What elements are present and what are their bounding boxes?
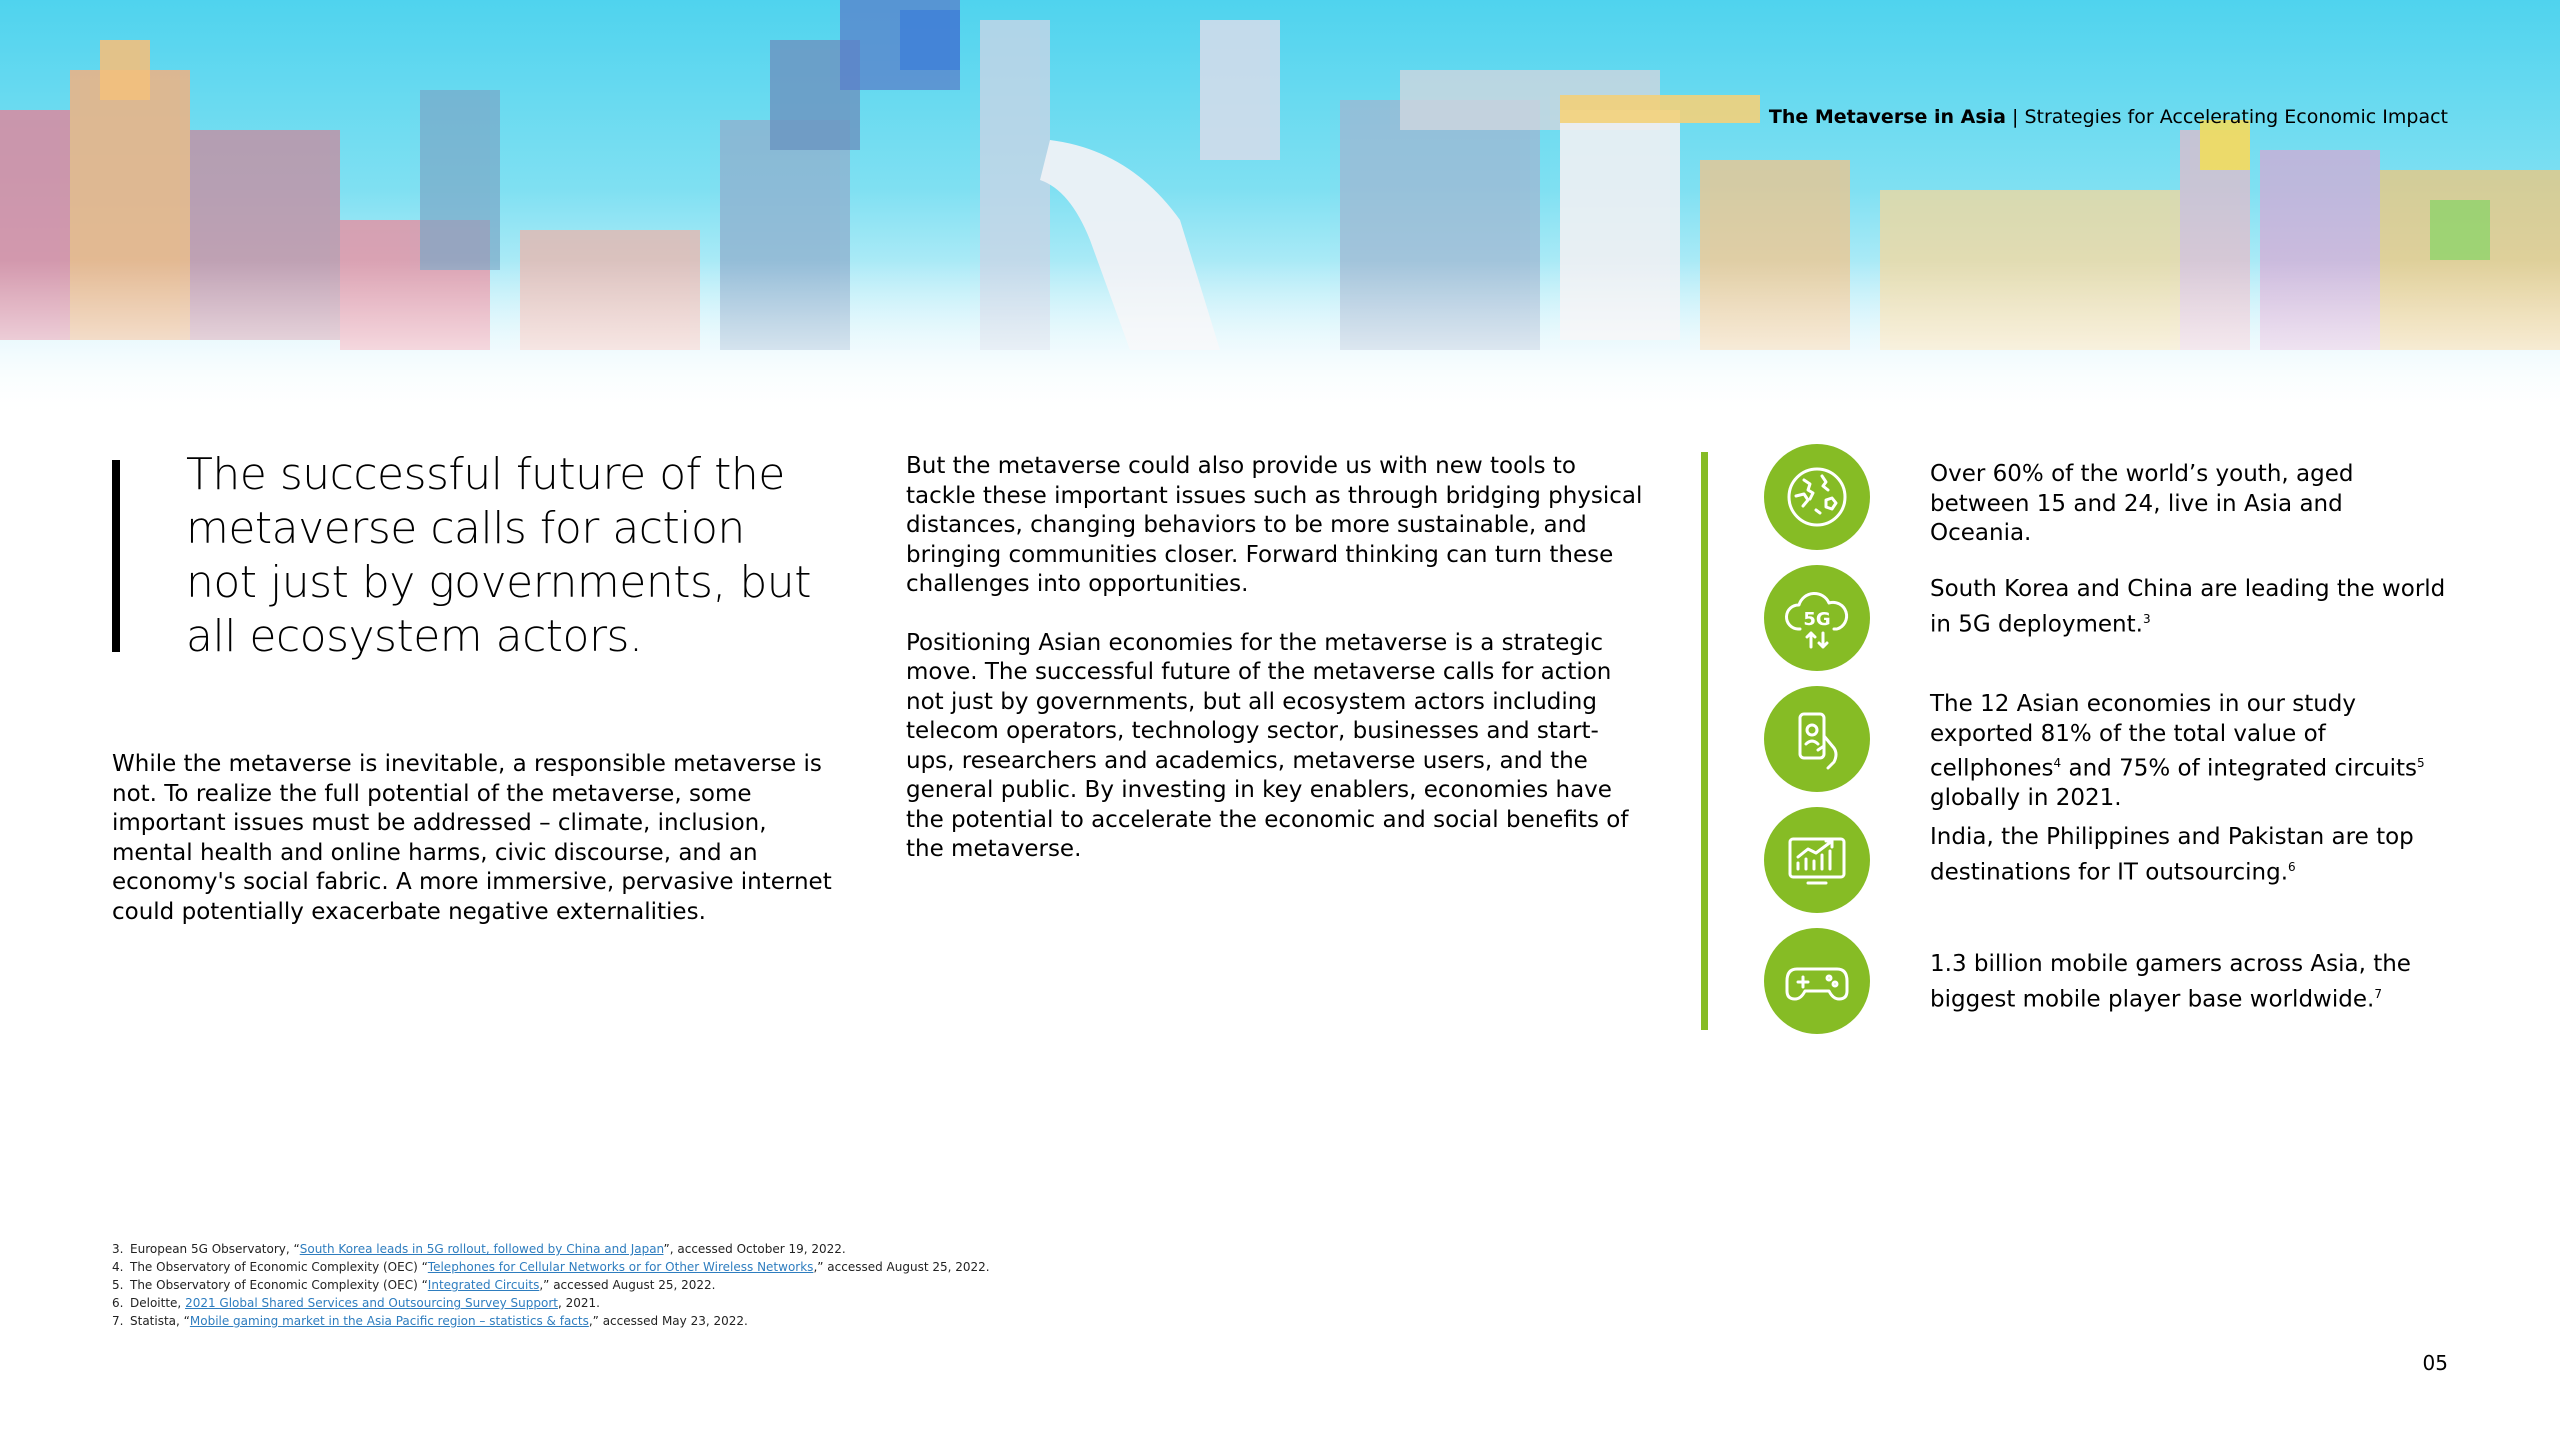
document-title: The Metaverse in Asia — [1768, 106, 2006, 128]
stats-divider-bar — [1701, 452, 1708, 1030]
svg-text:5G: 5G — [1803, 609, 1831, 630]
header-banner-image — [0, 0, 2560, 420]
footnote-3: 3. European 5G Observatory, “South Korea leads in 5G rollout, followed by China and Japan”, accessed October 19, 2022. — [112, 1242, 846, 1256]
footnote-4: 4. The Observatory of Economic Complexity (OEC) “Telephones for Cellular Networks or for Other Wireless Networks,” accessed August 25, 2022. — [112, 1260, 990, 1274]
page-number: 05 — [2422, 1351, 2448, 1375]
footnote-6-link[interactable]: 2021 Global Shared Services and Outsourcing Survey Support — [185, 1296, 558, 1310]
document-subtitle: Strategies for Accelerating Economic Impact — [2024, 106, 2448, 128]
gamepad-icon — [1764, 928, 1870, 1034]
column2-paragraph-2: Positioning Asian economies for the metaverse is a strategic move. The successful future of the metaverse calls for action not just by governments, but all ecosystem actors including telecom operators, technology sector, businesses and start-ups, researchers and academics, metaverse users, and the general public. By investing in key enablers, economies have the potential to accelerate the economic and social benefits of the metaverse. — [906, 629, 1629, 862]
header-separator: | — [2006, 106, 2025, 128]
stat-youth-population: Over 60% of the world’s youth, aged between 15 and 24, live in Asia and Oceania. — [1930, 461, 2354, 546]
stat-it-outsourcing: India, the Philippines and Pakistan are top destinations for IT outsourcing.$^6$ — [1930, 824, 2414, 886]
pull-quote: The successful future of the metaverse calls for action not just by governments, but all ecosystem actors. — [186, 449, 811, 662]
column1-paragraph: While the metaverse is inevitable, a responsible metaverse is not. To realize the full potential of the metaverse, some important issues must be addressed – climate, inclusion, mental health and online harms, civic discourse, and an economy's social fabric. A more immersive, pervasive internet could potentially exacerbate negative externalities. — [112, 751, 832, 925]
cloud-5g-icon — [1764, 565, 1870, 671]
stat-mobile-gamers: 1.3 billion mobile gamers across Asia, the biggest mobile player base worldwide.$^7$ — [1930, 951, 2411, 1013]
footnote-5: 5. The Observatory of Economic Complexity (OEC) “Integrated Circuits,” accessed August 25, 2022. — [112, 1278, 716, 1292]
pull-quote-bar — [112, 460, 120, 652]
phone-hand-icon — [1764, 686, 1870, 792]
footnote-4-link[interactable]: Telephones for Cellular Networks or for Other Wireless Networks — [427, 1260, 814, 1274]
footnotes — [112, 1240, 990, 1330]
footnote-6: 6. Deloitte, 2021 Global Shared Services and Outsourcing Survey Support, 2021. — [112, 1296, 600, 1310]
footnote-7-link[interactable]: Mobile gaming market in the Asia Pacific region – statistics & facts — [189, 1314, 589, 1328]
stat-5g-deployment: South Korea and China are leading the world in 5G deployment.$^3$ — [1930, 576, 2446, 638]
growth-chart-icon — [1764, 807, 1870, 913]
globe-map-icon — [1764, 444, 1870, 550]
footnote-7: 7. Statista, “Mobile gaming market in the Asia Pacific region – statistics & facts,” accessed May 23, 2022. — [112, 1314, 748, 1328]
stat-exports: The 12 Asian economies in our study exported 81% of the total value of cellphones$^4$ and 75% of integrated circuits$^5$ globally in 2021. — [1930, 691, 2425, 812]
footnote-5-link[interactable]: Integrated Circuits — [427, 1278, 540, 1292]
column2-paragraph-1: But the metaverse could also provide us with new tools to tackle these important issues such as through bridging physical distances, changing behaviors to be more sustainable, and bringing communities closer. Forward thinking can turn these challenges into opportunities. — [906, 453, 1643, 597]
document-header — [1769, 106, 2448, 128]
footnote-3-link[interactable]: South Korea leads in 5G rollout, followed by China and Japan — [299, 1242, 664, 1256]
column2 — [906, 452, 1646, 865]
